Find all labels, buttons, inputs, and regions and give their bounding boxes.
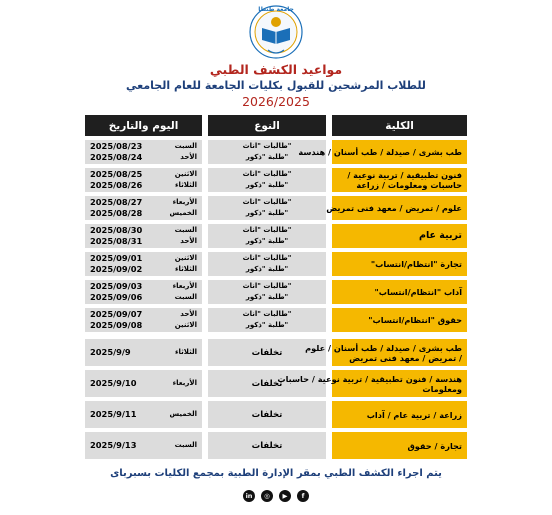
- date-line: [90, 225, 197, 236]
- type-label: تخلفات: [251, 378, 283, 389]
- faculty-name: حقوق "انتظام/انتساب": [368, 315, 462, 325]
- university-logo: [248, 4, 304, 60]
- type-label: طلبة "ذكور": [245, 153, 289, 161]
- type-label: طالبات "اناث": [242, 254, 292, 262]
- type-label: طلبة "ذكور": [245, 237, 289, 245]
- type-label: طالبات "اناث": [242, 226, 292, 234]
- day-name: الثلاثاء: [174, 265, 197, 273]
- type-cell: [208, 308, 326, 332]
- type-cell: [208, 196, 326, 220]
- type-label: طالبات "اناث": [242, 170, 292, 178]
- date-cell: [85, 339, 202, 366]
- date-line: [90, 197, 197, 208]
- date-cell: [85, 432, 202, 459]
- faculty-name: حاسبات ومعلومات / زراعة: [356, 180, 462, 190]
- date-line: [90, 347, 197, 358]
- faculty-name: آداب "انتظام/انتساب": [374, 287, 462, 297]
- type-label: تخلفات: [251, 440, 283, 451]
- faculty-cell: [332, 224, 467, 248]
- faculty-cell: [277, 370, 467, 397]
- date-line: [90, 309, 197, 320]
- date-cell: [85, 252, 202, 276]
- date-value: 2025/09/02: [90, 264, 143, 274]
- day-name: الأحد: [180, 310, 197, 318]
- date-value: 2025/09/03: [90, 281, 143, 291]
- date-line: [90, 378, 197, 389]
- type-label: تخلفات: [251, 347, 283, 358]
- header-date: اليوم والتاريخ: [85, 115, 202, 136]
- faculty-name: هندسة / فنون تطبيقية / تربية نوعية / حاسبات: [277, 373, 462, 384]
- date-value: 2025/9/9: [90, 347, 131, 357]
- day-name: الاثنين: [174, 170, 197, 178]
- day-name: السبت: [174, 441, 197, 449]
- type-cell: [208, 224, 326, 248]
- faculty-name: طب بشرى / صيدلة / طب أسنان / هندسة: [298, 147, 462, 157]
- location-note: يتم اجراء الكشف الطبي بمقر الإدارة الطبية بمجمع الكليات بسبرباى: [110, 468, 442, 479]
- date-value: 2025/9/10: [90, 378, 137, 388]
- date-line: [90, 253, 197, 264]
- faculty-cell: [332, 401, 467, 428]
- type-label: تخلفات: [251, 409, 283, 420]
- day-name: الأحد: [180, 237, 197, 245]
- type-label: طلبة "ذكور": [245, 265, 289, 273]
- faculty-cell: [332, 280, 467, 304]
- date-value: 2025/08/31: [90, 236, 143, 246]
- type-cell: [208, 280, 326, 304]
- social-links: [0, 490, 552, 502]
- date-line: [90, 281, 197, 292]
- date-cell: [85, 401, 202, 428]
- table-row: [0, 280, 552, 304]
- type-cell: [208, 252, 326, 276]
- table-row: [0, 339, 552, 366]
- faculty-name: تجارة "انتظام/انتساب": [370, 259, 462, 269]
- date-line: [90, 409, 197, 420]
- date-value: 2025/09/07: [90, 309, 143, 319]
- date-cell: [85, 140, 202, 164]
- table-row: [0, 370, 552, 397]
- day-name: السبت: [174, 226, 197, 234]
- page-subtitle: للطلاب المرشحين للقبول بكليات الجامعة للعام الجامعي: [126, 79, 426, 92]
- date-cell: [85, 308, 202, 332]
- date-line: [90, 169, 197, 180]
- date-value: 2025/09/06: [90, 292, 143, 302]
- date-value: 2025/08/28: [90, 208, 143, 218]
- header-type: النوع: [208, 115, 326, 136]
- date-cell: [85, 196, 202, 220]
- faculty-cell: [326, 196, 467, 220]
- type-label: طلبة "ذكور": [245, 293, 289, 301]
- date-value: 2025/08/26: [90, 180, 143, 190]
- day-name: الثلاثاء: [174, 348, 197, 356]
- facebook-icon[interactable]: f: [297, 490, 309, 502]
- youtube-icon[interactable]: ▶: [279, 490, 291, 502]
- faculty-name: تربية عام: [418, 230, 462, 241]
- faculty-name: زراعة / تربية عام / آداب: [366, 409, 462, 420]
- table-row: [0, 401, 552, 428]
- faculty-name: طب بشرى / صيدلة / طب أسنان / علوم: [305, 342, 462, 353]
- instagram-icon[interactable]: ◎: [261, 490, 273, 502]
- type-label: طلبة "ذكور": [245, 209, 289, 217]
- date-value: 2025/9/13: [90, 440, 137, 450]
- table-row: [0, 224, 552, 248]
- table-row: [0, 196, 552, 220]
- date-value: 2025/08/27: [90, 197, 143, 207]
- type-cell: [208, 168, 326, 192]
- date-value: 2025/08/25: [90, 169, 143, 179]
- date-line: [90, 292, 197, 303]
- linkedin-icon[interactable]: in: [243, 490, 255, 502]
- date-cell: [85, 280, 202, 304]
- table-row: [0, 168, 552, 192]
- date-line: [90, 180, 197, 191]
- day-name: السبت: [174, 293, 197, 301]
- date-value: 2025/09/08: [90, 320, 143, 330]
- table-row: [0, 308, 552, 332]
- faculty-name: تجارة / حقوق: [407, 440, 462, 451]
- day-name: السبت: [174, 142, 197, 150]
- day-name: الأربعاء: [172, 379, 197, 387]
- type-label: طلبة "ذكور": [245, 181, 289, 189]
- date-line: [90, 320, 197, 331]
- day-name: الخميس: [169, 410, 197, 418]
- date-line: [90, 141, 197, 152]
- type-label: طالبات "اناث": [242, 198, 292, 206]
- date-value: 2025/9/11: [90, 409, 137, 419]
- faculty-cell: [298, 140, 467, 164]
- day-name: الخميس: [169, 209, 197, 217]
- day-name: الأربعاء: [172, 198, 197, 206]
- academic-year: 2026/2025: [242, 94, 310, 109]
- type-label: طالبات "اناث": [242, 282, 292, 290]
- faculty-cell: [332, 168, 467, 192]
- date-cell: [85, 224, 202, 248]
- faculty-cell: [332, 308, 467, 332]
- date-value: 2025/08/24: [90, 152, 143, 162]
- page-title: مواعيد الكشف الطبي: [209, 62, 343, 77]
- day-name: الأربعاء: [172, 282, 197, 290]
- faculty-cell: [332, 432, 467, 459]
- type-cell: [208, 432, 326, 459]
- table-row: [0, 252, 552, 276]
- type-cell: [208, 401, 326, 428]
- header-faculty: الكلية: [332, 115, 467, 136]
- faculty-name: ومعلومات: [422, 383, 462, 394]
- day-name: الاثنين: [174, 321, 197, 329]
- date-value: 2025/08/23: [90, 141, 143, 151]
- date-cell: [85, 168, 202, 192]
- day-name: الثلاثاء: [174, 181, 197, 189]
- faculty-name: / تمريض / معهد فنى تمريض: [349, 352, 462, 363]
- date-value: 2025/08/30: [90, 225, 143, 235]
- date-cell: [85, 370, 202, 397]
- day-name: الاثنين: [174, 254, 197, 262]
- date-line: [90, 264, 197, 275]
- type-label: طالبات "اناث": [242, 142, 292, 150]
- date-line: [90, 236, 197, 247]
- table-row: [0, 432, 552, 459]
- date-value: 2025/09/01: [90, 253, 143, 263]
- type-label: طالبات "اناث": [242, 310, 292, 318]
- faculty-cell: [332, 252, 467, 276]
- date-line: [90, 440, 197, 451]
- type-label: طلبة "ذكور": [245, 321, 289, 329]
- faculty-name: علوم / تمريض / معهد فنى تمريض: [326, 203, 462, 213]
- faculty-cell: [305, 339, 467, 366]
- logo-text: جامعة طنطا: [258, 6, 294, 13]
- day-name: الأحد: [180, 153, 197, 161]
- date-line: [90, 208, 197, 219]
- faculty-name: فنون تطبيقية / تربية نوعية /: [347, 170, 462, 180]
- date-line: [90, 152, 197, 163]
- table-row: [0, 140, 552, 164]
